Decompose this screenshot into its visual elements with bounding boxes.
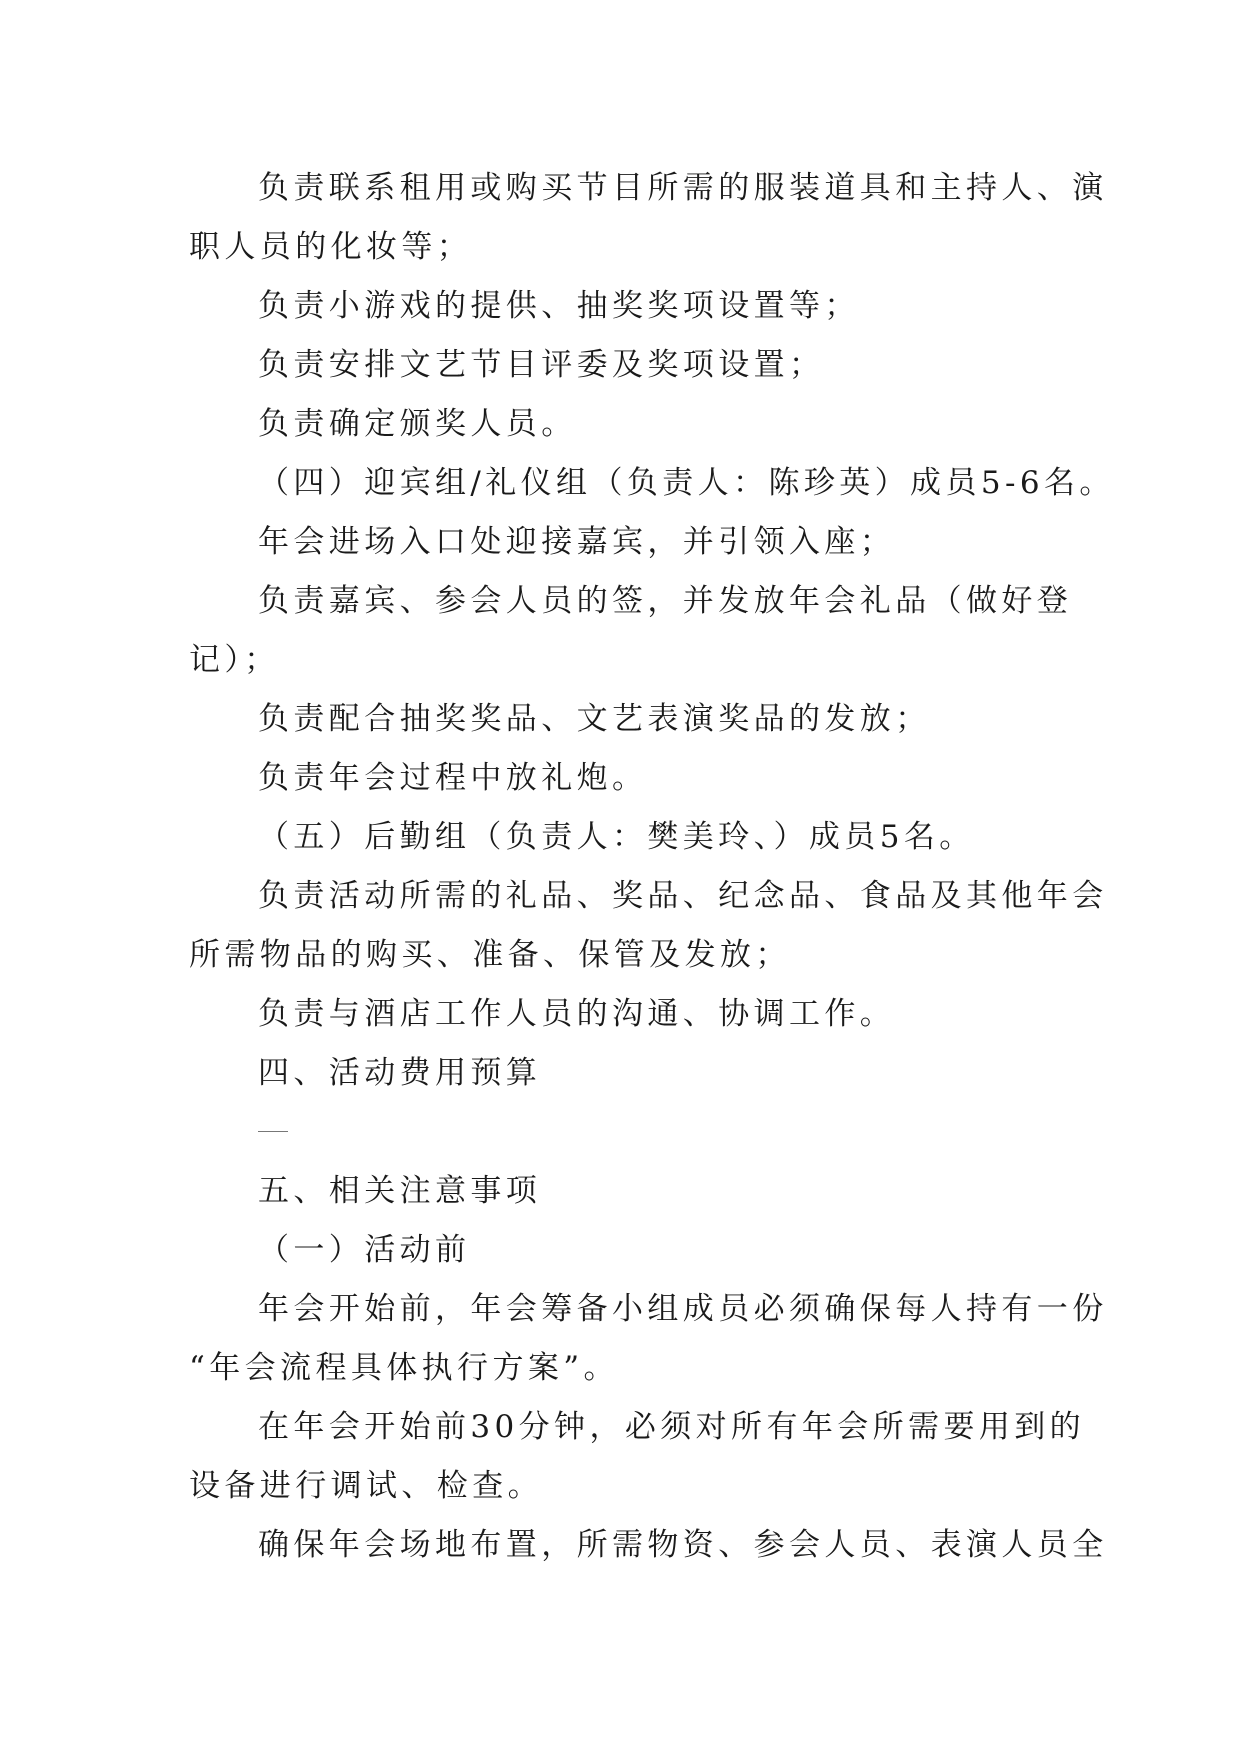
section-heading: （五）后勤组（负责人：樊美玲、）成员5名。 xyxy=(258,819,975,855)
paragraph-line: 负责小游戏的提供、抽奖奖项设置等； xyxy=(258,288,860,324)
subsection-heading: （一）活动前 xyxy=(258,1232,471,1268)
paragraph-line: 年会进场入口处迎接嘉宾，并引领入座； xyxy=(258,524,896,560)
paragraph-line: 所需物品的购买、准备、保管及发放； xyxy=(189,937,791,973)
section-heading: 五、相关注意事项 xyxy=(258,1173,542,1209)
placeholder-dash xyxy=(258,1131,288,1132)
paragraph-line: 负责联系租用或购买节目所需的服装道具和主持人、演 xyxy=(258,170,1108,206)
paragraph-line: 确保年会场地布置，所需物资、参会人员、表演人员全 xyxy=(258,1527,1108,1563)
paragraph-line: 负责年会过程中放礼炮。 xyxy=(258,760,648,796)
paragraph-line: 负责嘉宾、参会人员的签，并发放年会礼品（做好登 xyxy=(258,583,1073,619)
section-heading: 四、活动费用预算 xyxy=(258,1055,542,1091)
paragraph-line: 年会开始前，年会筹备小组成员必须确保每人持有一份 xyxy=(258,1291,1108,1327)
paragraph-line: 负责安排文艺节目评委及奖项设置； xyxy=(258,347,825,383)
paragraph-line: 设备进行调试、检查。 xyxy=(189,1468,543,1504)
paragraph-line: “年会流程具体执行方案”。 xyxy=(189,1350,619,1386)
paragraph-line: 负责确定颁奖人员。 xyxy=(258,406,577,442)
paragraph-line: 负责活动所需的礼品、奖品、纪念品、食品及其他年会 xyxy=(258,878,1108,914)
section-heading: （四）迎宾组/礼仪组（负责人：陈珍英）成员5-6名。 xyxy=(258,465,1115,501)
paragraph-line: 负责与酒店工作人员的沟通、协调工作。 xyxy=(258,996,896,1032)
paragraph-line: 负责配合抽奖奖品、文艺表演奖品的发放； xyxy=(258,701,931,737)
paragraph-line: 记）； xyxy=(189,642,280,678)
paragraph-line: 在年会开始前30分钟，必须对所有年会所需要用到的 xyxy=(258,1409,1086,1445)
paragraph-line: 职人员的化妆等； xyxy=(189,229,473,265)
